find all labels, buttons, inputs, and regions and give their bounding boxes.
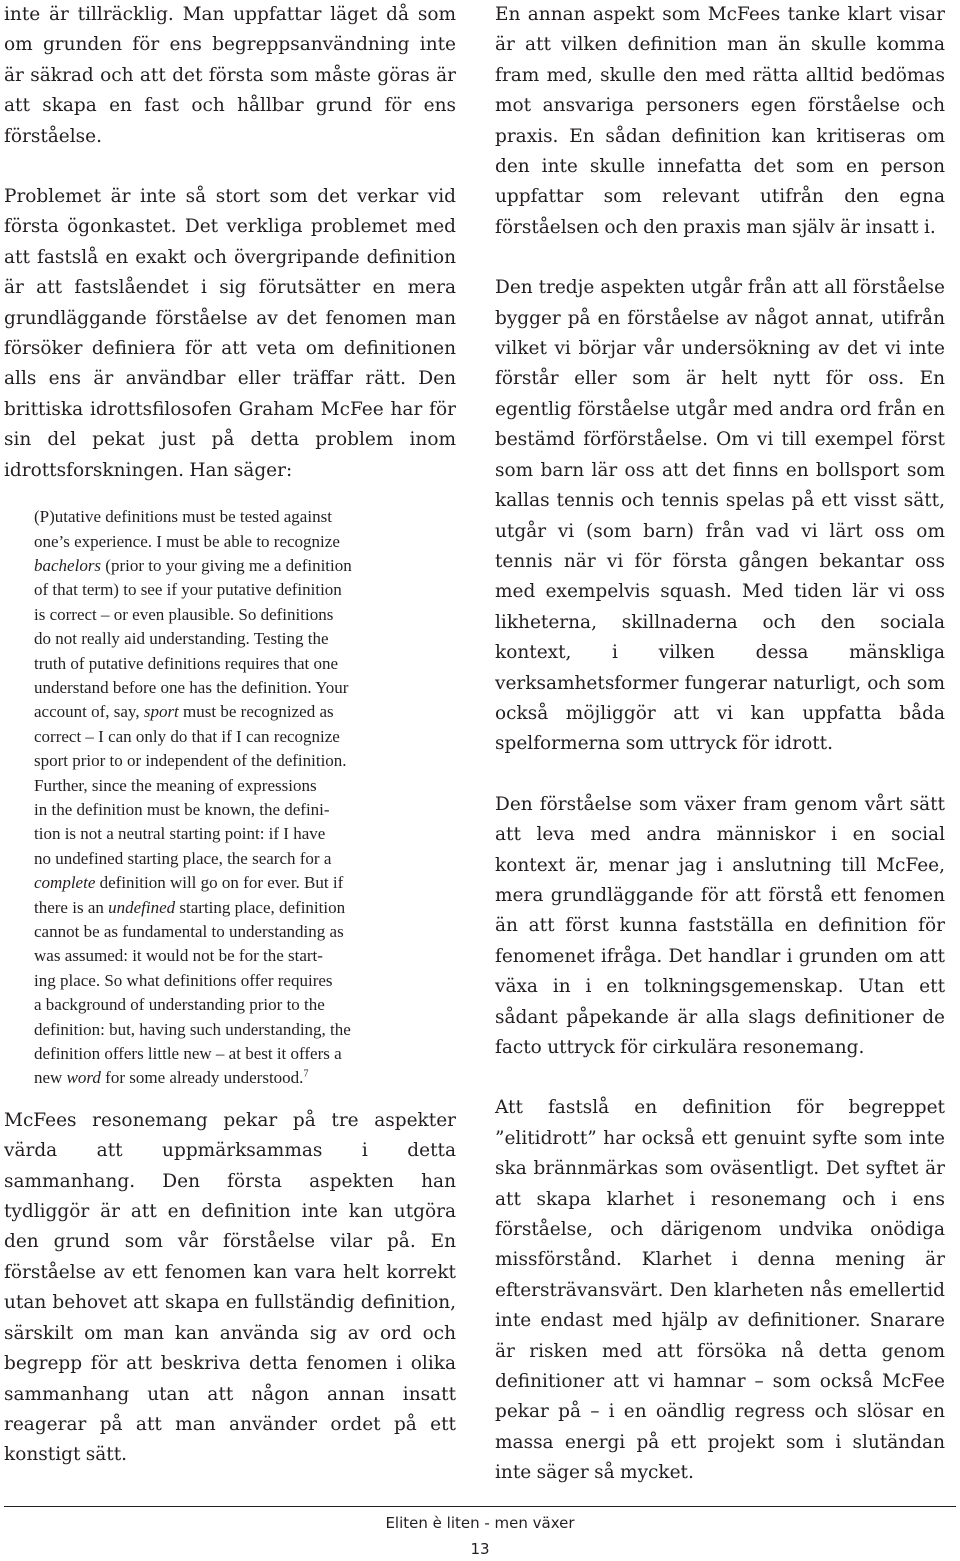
- quote-line: bachelors (prior to your giving me a definition: [34, 555, 352, 575]
- quote-emphasis: undefined: [108, 897, 176, 917]
- quote-line: understand before one has the definition. Your: [34, 677, 349, 697]
- right-column: [495, 0, 945, 1489]
- quote-emphasis: word: [66, 1068, 101, 1088]
- body-paragraph: Problemet är inte så stort som det verkar vid första ögonkastet. Det verkliga problemet med att fastslå en exakt och övergripande definition är att fastslåendet i sig förutsätter en mera grundläggande förståelse av det fenomen man försöker definiera för att veta om definitionen alls ens är användbar eller träffar rätt. Den brittiska idrottsfilosofen Graham McFee har för sin del pekat just på detta problem inom idrottsforskningen. Han säger:: [4, 186, 456, 481]
- block-quote: [4, 505, 456, 1091]
- quote-line: do not really aid understanding. Testing the: [34, 629, 329, 649]
- quote-line: no undefined starting place, the search for a: [34, 848, 332, 868]
- quote-line: cannot be as fundamental to understanding as: [34, 922, 344, 941]
- quote-line: truth of putative definitions requires that one: [34, 653, 339, 673]
- quote-line: is correct – or even plausible. So definitions: [34, 604, 334, 624]
- quote-line: definition offers little new – at best it offers a: [34, 1044, 342, 1064]
- quote-line: sport prior to or independent of the definition.: [34, 751, 347, 771]
- quote-emphasis: sport: [143, 702, 179, 722]
- body-paragraph: En annan aspekt som McFees tanke klart visar är att vilken definition man än skulle komma fram med, skulle den med rätta alltid bedömas mot ansvariga personers egen förståelse och praxis. En sådan definition kan kritiseras om den inte skulle innefatta det som en person uppfattar som relevant utifrån den egna förståelsen och den praxis man själv är insatt i.: [495, 4, 945, 238]
- quote-line: correct – I can only do that if I can recognize: [34, 726, 340, 746]
- quote-line: there is an undefined starting place, definition: [34, 897, 346, 917]
- quote-line: tion is not a neutral starting point: if I have: [34, 824, 326, 844]
- body-paragraph: McFees resonemang pekar på tre aspekter värda att uppmärksammas i detta sammanhang. Den första aspekten han tydliggör är att en definition inte kan utgöra den grund som vår förståelse vilar på. En förståelse av ett fenomen kan vara helt korrekt utan behovet att skapa en fullständig definition, särskilt om man kan använda sig av ord och begrepp för att beskriva detta fenomen i olika sammanhang utan att någon annan insatt reagerar på att man använder ordet på ett konstigt sätt.: [4, 1109, 456, 1466]
- quote-line: new word for some already understood.$^7$: [34, 1068, 309, 1088]
- quote-line: a background of understanding prior to the: [34, 995, 325, 1015]
- quote-line: in the definition must be known, the defini-: [34, 799, 330, 819]
- quote-line: one’s experience. I must be able to recognize: [34, 531, 340, 551]
- quote-line: of that term) to see if your putative definition: [34, 580, 342, 600]
- quote-line: ing place. So what definitions offer requires: [34, 970, 333, 990]
- left-column: [4, 0, 456, 1471]
- body-paragraph: Den förståelse som växer fram genom vårt sätt att leva med andra människor i en social kontext är, menar jag i anslutning till McFee, mera grundläggande för att förstå ett fenomen än att först kunna fastställa en definition för fenomenet ifråga. Det handlar i grunden om att växa in i en tolkningsgemenskap. Utan ett sådant påpekande är alla slags definitioner de facto uttryck för cirkulära resonemang.: [495, 793, 945, 1058]
- quote-line: Further, since the meaning of expressions: [34, 775, 317, 795]
- quote-emphasis: bachelors: [34, 555, 102, 575]
- quote-line: definition: but, having such understanding, the: [34, 1019, 351, 1039]
- body-paragraph: Den tredje aspekten utgår från att all förståelse bygger på en förståelse av något annat, utifrån vilket vi börjar vår undersökning av det vi inte förstår eller som är helt nytt för oss. En egentlig förståelse utgår med andra ord från en bestämd förförståelse. Om vi till exempel först som barn lär oss att det finns en bollsport som kallas tennis och tennis spelas på ett visst sätt, utgår vi (som barn) från vad vi lärt oss om tennis när vi för första gången bekantar oss med exempelvis squash. Med tiden lär vi oss likheterna, skillnaderna och den sociala kontext, i vilken dessa mänskliga verksamhetsformer fungerar naturligt, och som också möjliggör att vi kan uppfatta båda spelformerna som uttryck för idrott.: [495, 277, 945, 755]
- body-paragraph: inte är tillräcklig. Man uppfattar läget då som om grunden för ens begreppsanvändning inte är säkrad och att det första som måste göras är att skapa en fast och hållbar grund för ens förståelse.: [4, 4, 456, 147]
- quote-line: account of, say, sport must be recognized as: [34, 702, 334, 722]
- footer-divider: [4, 1506, 956, 1507]
- footnote-marker: 7: [303, 1068, 309, 1080]
- body-paragraph: Att fastslå en definition för begreppet ”elitidrott” har också ett genuint syfte som inte ska brännmärkas som oväsentligt. Det syftet är att skapa klarhet i resonemang och i ens förståelse, och därigenom undvika onödiga missförstånd. Klarhet i denna mening är eftersträvansvärt. Den klarheten nås emellertid inte endast med hjälp av definitioner. Snarare är risken med att försöka nå detta genom definitioner att vi hamnar – som också McFee pekar på – i en oändlig regress och slösar en massa energi på ett projekt som i slutändan inte säger så mycket.: [495, 1097, 945, 1484]
- quote-line: complete definition will go on for ever. But if: [34, 873, 344, 893]
- page-number: 13: [470, 1540, 490, 1558]
- running-footer-title: Eliten è liten - men växer: [385, 1514, 575, 1532]
- quote-emphasis: complete: [34, 873, 96, 893]
- quote-line: was assumed: it would not be for the start-: [34, 946, 323, 966]
- quote-line: (P)utative definitions must be tested against: [34, 507, 332, 527]
